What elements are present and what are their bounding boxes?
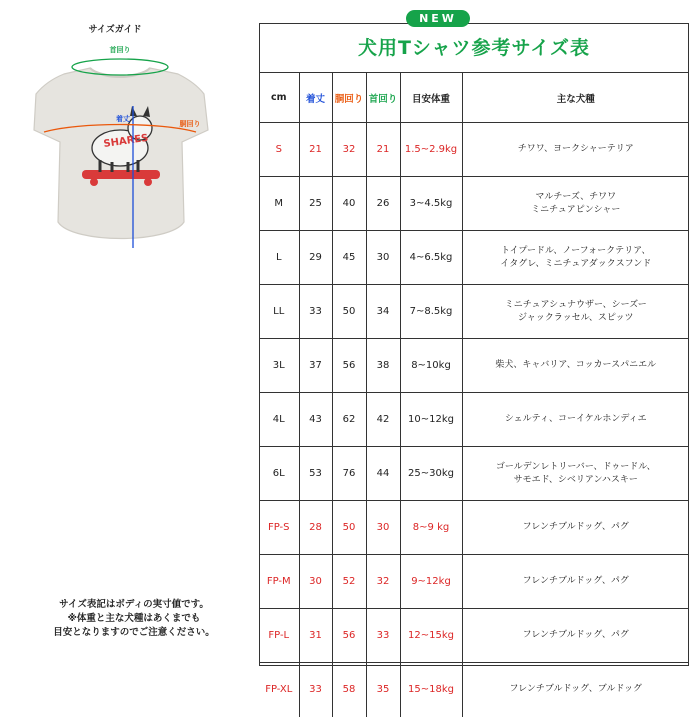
breed-line: シェルティ、コーイケルホンディエ — [504, 414, 647, 424]
breed-line: ゴールデンレトリーバー、ドゥードル、 — [495, 461, 656, 472]
new-badge: NEW — [406, 10, 470, 27]
table-row — [259, 177, 689, 231]
size-cell: 3L — [259, 339, 299, 393]
breeds-cell — [462, 555, 689, 609]
neck-measure-line — [72, 59, 168, 75]
table-row — [259, 393, 689, 447]
size-table — [259, 72, 689, 717]
breeds-cell — [462, 339, 689, 393]
weight-header: 目安体重 — [400, 73, 462, 123]
table-row — [259, 501, 689, 555]
size-cell: FP-M — [259, 555, 299, 609]
breed-line: 柴犬、キャバリア、コッカースパニエル — [495, 360, 657, 370]
chest-measure-label: 胴回り — [179, 120, 201, 128]
length-cell: 33 — [299, 663, 332, 717]
chest-cell: 52 — [332, 555, 366, 609]
breed-line: マルチーズ、チワワ — [535, 191, 617, 202]
breeds-cell — [462, 231, 689, 285]
breed-line: サモエド、シベリアンハスキー — [513, 474, 638, 485]
size-cell: FP-XL — [259, 663, 299, 717]
weight-cell: 4~6.5kg — [400, 231, 462, 285]
chest-header: 胴回り — [332, 73, 366, 123]
chest-cell: 50 — [332, 501, 366, 555]
weight-cell: 8~9 kg — [400, 501, 462, 555]
breeds-cell — [462, 447, 689, 501]
length-cell: 53 — [299, 447, 332, 501]
neck-cell: 30 — [366, 501, 400, 555]
neck-cell: 33 — [366, 609, 400, 663]
breed-line: チワワ、ヨークシャーテリア — [517, 144, 634, 154]
unit-header: cm — [259, 73, 299, 123]
breed-line: フレンチブルドッグ、パグ — [522, 630, 629, 640]
breed-line: イタグレ、ミニチュアダックスフンド — [500, 258, 652, 269]
table-header-row — [259, 73, 689, 123]
chest-cell: 56 — [332, 609, 366, 663]
chest-cell: 76 — [332, 447, 366, 501]
neck-measure-label: 首回り — [109, 46, 131, 54]
breeds-cell — [462, 177, 689, 231]
size-note — [14, 598, 254, 640]
size-guide-title: サイズガイド — [88, 25, 142, 35]
chest-cell: 62 — [332, 393, 366, 447]
neck-cell: 34 — [366, 285, 400, 339]
length-cell: 30 — [299, 555, 332, 609]
size-cell: 6L — [259, 447, 299, 501]
neck-cell: 30 — [366, 231, 400, 285]
breeds-header: 主な犬種 — [462, 73, 689, 123]
weight-cell: 3~4.5kg — [400, 177, 462, 231]
length-cell: 29 — [299, 231, 332, 285]
size-cell: M — [259, 177, 299, 231]
neck-cell: 38 — [366, 339, 400, 393]
breed-line: ミニチュアシュナウザー、シーズー — [504, 299, 647, 310]
weight-cell: 10~12kg — [400, 393, 462, 447]
neck-cell: 35 — [366, 663, 400, 717]
weight-cell: 25~30kg — [400, 447, 462, 501]
length-cell: 31 — [299, 609, 332, 663]
breed-line: フレンチブルドッグ、パグ — [522, 576, 629, 586]
size-note-line: 目安となりますのでご注意ください。 — [53, 627, 215, 638]
length-header: 着丈 — [299, 73, 332, 123]
weight-cell: 12~15kg — [400, 609, 462, 663]
size-cell: FP-S — [259, 501, 299, 555]
length-measure-label: 着丈 — [116, 115, 130, 123]
neck-cell: 42 — [366, 393, 400, 447]
breeds-cell — [462, 123, 689, 177]
size-cell: FP-L — [259, 609, 299, 663]
chest-cell: 32 — [332, 123, 366, 177]
size-note-line: サイズ表記はボディの実寸値です。 — [59, 599, 209, 610]
chest-cell: 56 — [332, 339, 366, 393]
table-row — [259, 339, 689, 393]
breed-line: フレンチブルドッグ、ブルドッグ — [509, 684, 643, 695]
neck-header: 首回り — [366, 73, 400, 123]
table-row — [259, 447, 689, 501]
length-cell: 37 — [299, 339, 332, 393]
neck-cell: 32 — [366, 555, 400, 609]
weight-cell: 9~12kg — [400, 555, 462, 609]
size-cell: LL — [259, 285, 299, 339]
size-cell: 4L — [259, 393, 299, 447]
table-row — [259, 609, 689, 663]
length-cell: 33 — [299, 285, 332, 339]
chest-cell: 58 — [332, 663, 366, 717]
weight-cell: 7~8.5kg — [400, 285, 462, 339]
breed-line: フレンチブルドッグ、パグ — [522, 522, 629, 532]
size-cell: L — [259, 231, 299, 285]
chest-cell: 40 — [332, 177, 366, 231]
breed-line: トイプードル、ノーフォークテリア、 — [501, 245, 651, 256]
breed-line: ミニチュアピンシャー — [531, 204, 621, 215]
breeds-cell — [462, 285, 689, 339]
t-shirt-diagram — [20, 30, 220, 260]
size-note-line: ※体重と主な犬種はあくまでも — [67, 613, 201, 624]
weight-cell: 15~18kg — [400, 663, 462, 717]
chest-cell: 45 — [332, 231, 366, 285]
size-table-title: 犬用Tシャツ参考サイズ表 — [357, 37, 591, 59]
table-row — [259, 123, 689, 177]
chest-cell: 50 — [332, 285, 366, 339]
length-cell: 43 — [299, 393, 332, 447]
neck-cell: 44 — [366, 447, 400, 501]
breed-line: ジャックラッセル、スピッツ — [517, 312, 634, 323]
size-cell: S — [259, 123, 299, 177]
neck-cell: 21 — [366, 123, 400, 177]
length-cell: 21 — [299, 123, 332, 177]
table-row — [259, 285, 689, 339]
length-cell: 28 — [299, 501, 332, 555]
breeds-cell — [462, 393, 689, 447]
table-row — [259, 555, 689, 609]
table-row — [259, 231, 689, 285]
weight-cell: 1.5~2.9kg — [400, 123, 462, 177]
neck-cell: 26 — [366, 177, 400, 231]
breeds-cell — [462, 609, 689, 663]
breeds-cell — [462, 501, 689, 555]
length-cell: 25 — [299, 177, 332, 231]
weight-cell: 8~10kg — [400, 339, 462, 393]
print-text: SHARES — [102, 132, 150, 150]
